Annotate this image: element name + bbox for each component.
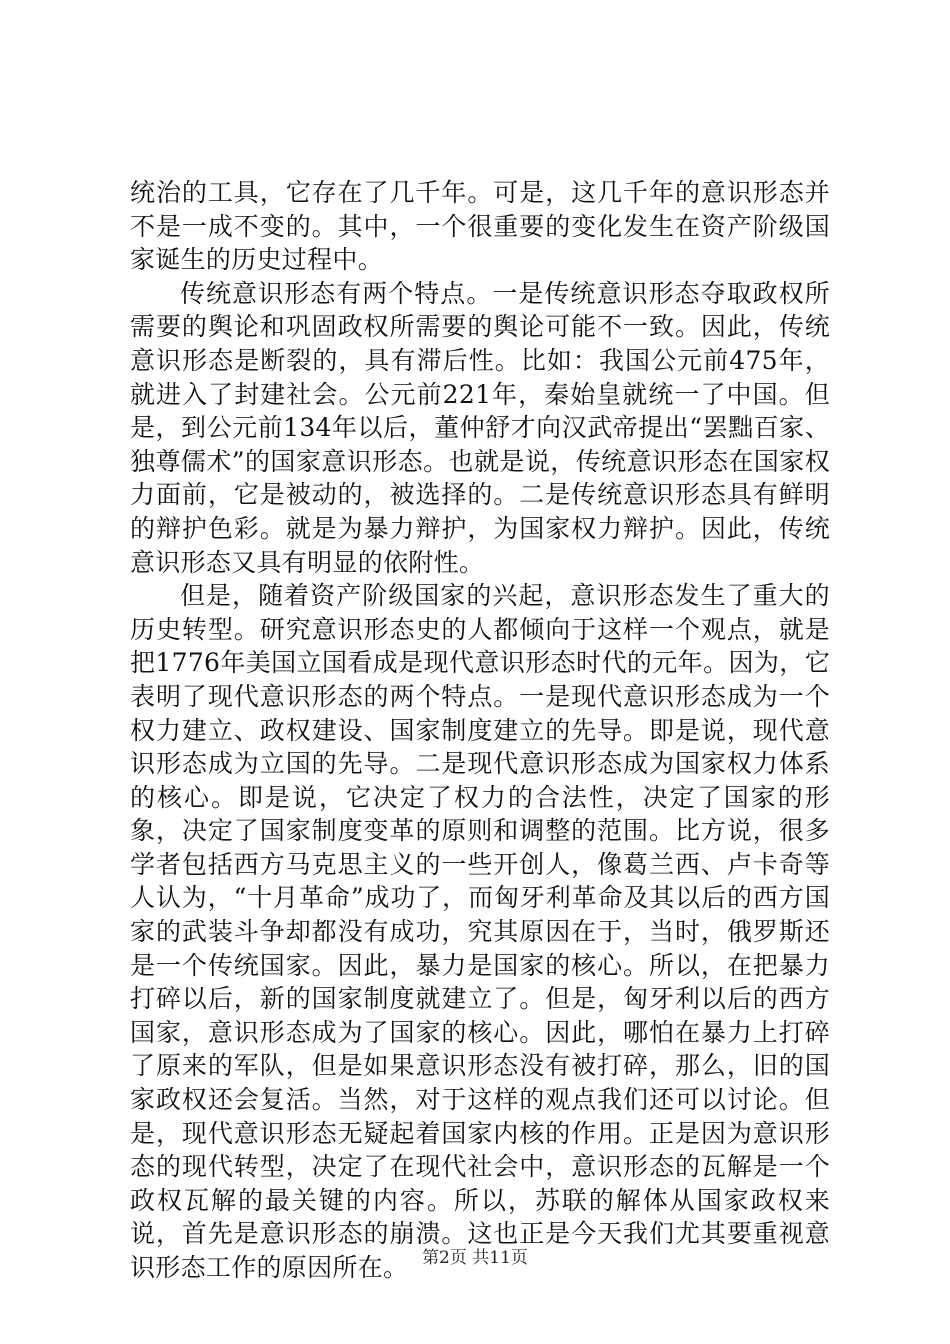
document-body (130, 176, 830, 1285)
paragraph-traditional-ideology: 传统意识形态有两个特点。一是传统意识形态夺取政权所需要的舆论和巩固政权所需要的舆论可能不一致。因此，传统意识形态是断裂的，具有滞后性。比如：我国公元前475年，就进入了封建社会。公元前221年，秦始皇就统一了中国。但是，到公元前134年以后，董仲舒才向汉武帝提出“罢黜百家、独尊儒术”的国家意识形态。也就是说，传统意识形态在国家权力面前，它是被动的，被选择的。二是传统意识形态具有鲜明的辩护色彩。就是为暴力辩护，为国家权力辩护。因此，传统意识形态又具有明显的依附性。 (130, 278, 830, 577)
page-footer: 第2页 共11页 (422, 1248, 528, 1268)
paragraph-continued: 统治的工具，它存在了几千年。可是，这几千年的意识形态并不是一成不变的。其中，一个很重要的变化发生在资产阶级国家诞生的历史过程中。 (130, 178, 830, 275)
paragraph-modern-ideology: 但是，随着资产阶级国家的兴起，意识形态发生了重大的历史转型。研究意识形态史的人都倾向于这样一个观点，就是把1776年美国立国看成是现代意识形态时代的元年。因为，它表明了现代意识形态的两个特点。一是现代意识形态成为一个权力建立、政权建设、国家制度建立的先导。即是说，现代意识形态成为立国的先导。二是现代意识形态成为国家权力体系的核心。即是说，它决定了权力的合法性，决定了国家的形象，决定了国家制度变革的原则和调整的范围。比方说，很多学者包括西方马克思主义的一些开创人，像葛兰西、卢卡奇等人认为，“十月革命”成功了，而匈牙利革命及其以后的西方国家的武装斗争却都没有成功，究其原因在于，当时，俄罗斯还是一个传统国家。因此，暴力是国家的核心。所以，在把暴力打碎以后，新的国家制度就建立了。但是，匈牙利以后的西方国家，意识形态成为了国家的核心。因此，哪怕在暴力上打碎了原来的军队，但是如果意识形态没有被打碎，那么，旧的国家政权还会复活。当然，对于这样的观点我们还可以讨论。但是，现代意识形态无疑起着国家内核的作用。正是因为意识形态的现代转型，决定了在现代社会中，意识形态的瓦解是一个政权瓦解的最关键的内容。所以，苏联的解体从国家政权来说，首先是意识形态的崩溃。这也正是今天我们尤其要重视意识形态工作的原因所在。 (130, 581, 830, 1282)
